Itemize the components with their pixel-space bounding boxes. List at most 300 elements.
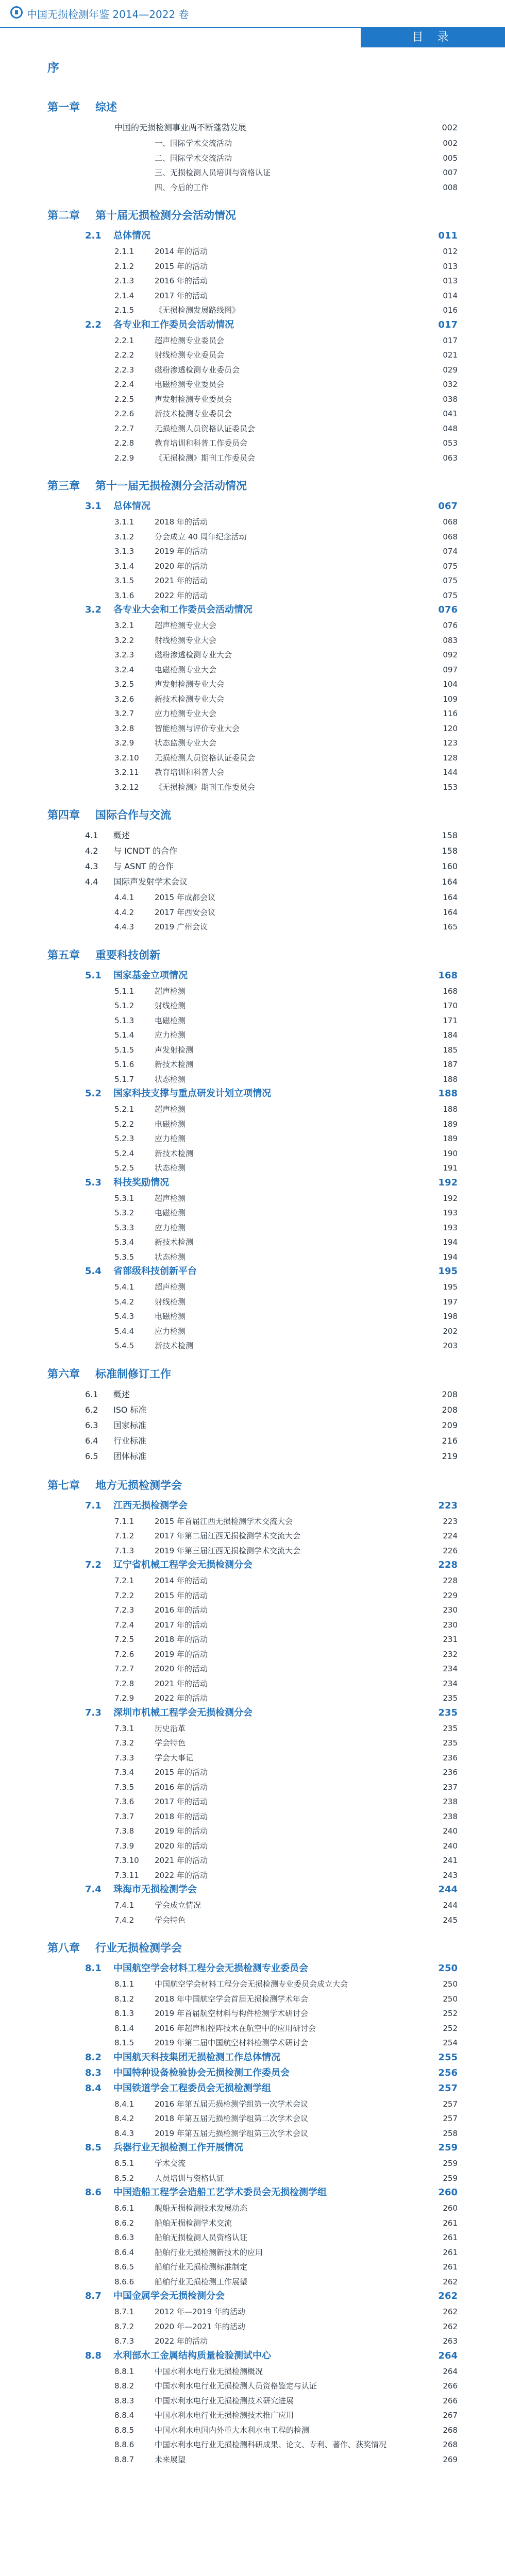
toc-subentry[interactable]	[0, 1545, 505, 1557]
chapter-heading[interactable]	[0, 209, 505, 222]
page-number: 158	[442, 846, 458, 856]
toc-entry[interactable]	[0, 1388, 505, 1401]
page-number: 266	[443, 2396, 458, 2405]
section-number: 5.2	[85, 1088, 102, 1099]
toc-subentry[interactable]	[0, 2112, 505, 2125]
subsection-title: 四、今后的工作	[155, 182, 209, 192]
section-number: 7.4	[85, 1884, 102, 1895]
chapter-title: 国际合作与交流	[95, 809, 171, 821]
page-number: 170	[443, 1001, 458, 1010]
toc-subentry[interactable]	[0, 649, 505, 661]
subsection-number: 5.1.1	[114, 986, 134, 996]
toc-entry[interactable]	[0, 1884, 505, 1896]
toc-subentry[interactable]	[0, 152, 505, 164]
section-title: 各专业和工作委员会活动情况	[113, 319, 234, 330]
subsection-number: 3.2.4	[114, 665, 134, 674]
subsection-title: 学术交流	[155, 2159, 186, 2168]
subsection-title: 新技术检测	[155, 1238, 194, 1247]
toc-entry[interactable]	[0, 2350, 505, 2362]
subsection-number: 7.4.2	[114, 1915, 134, 1925]
toc-subentry[interactable]	[0, 2365, 505, 2378]
toc-subentry[interactable]	[0, 334, 505, 347]
toc-subentry[interactable]	[0, 2022, 505, 2035]
toc-entry[interactable]	[0, 1500, 505, 1512]
toc-subentry[interactable]	[0, 349, 505, 361]
subsection-number: 8.6.1	[114, 2204, 134, 2213]
page-number: 194	[443, 1238, 458, 1247]
toc-subentry[interactable]	[0, 752, 505, 764]
toc-subentry[interactable]	[0, 166, 505, 179]
subsection-title: 2019 年第二届中国航空材料检测学术研讨会	[155, 2038, 308, 2047]
toc-subentry[interactable]	[0, 2438, 505, 2451]
page-number: 254	[443, 2038, 458, 2047]
chapter-heading[interactable]	[0, 480, 505, 492]
toc-subentry[interactable]	[0, 1781, 505, 1793]
toc-subentry[interactable]	[0, 422, 505, 435]
toc-subentry[interactable]	[0, 1692, 505, 1704]
page-number: 252	[443, 2023, 458, 2033]
toc-label: 目 录	[361, 28, 505, 47]
subsection-title: 2022 年的活动	[155, 2336, 208, 2346]
chapter-title: 标准制修订工作	[95, 1367, 171, 1380]
section-number: 6.3	[85, 1420, 98, 1430]
toc-subentry[interactable]	[0, 1162, 505, 1174]
toc-subentry[interactable]	[0, 1648, 505, 1660]
subsection-title: 射线检测	[155, 1001, 186, 1010]
subsection-number: 4.4.2	[114, 907, 134, 917]
chapter-heading[interactable]	[0, 1368, 505, 1380]
subsection-number: 2.2.2	[114, 350, 134, 360]
toc-entry[interactable]	[0, 1265, 505, 1278]
toc-subentry[interactable]	[0, 560, 505, 572]
page-number: 231	[443, 1635, 458, 1644]
toc-subentry[interactable]	[0, 1236, 505, 1248]
subsection-number: 3.1.3	[114, 547, 134, 556]
subsection-number: 5.2.1	[114, 1105, 134, 1114]
toc-subentry[interactable]	[0, 1207, 505, 1219]
toc-entry[interactable]	[0, 1962, 505, 1975]
toc-subentry[interactable]	[0, 2231, 505, 2244]
page-number: 238	[443, 1811, 458, 1821]
toc-subentry[interactable]	[0, 1869, 505, 1882]
toc-subentry[interactable]	[0, 181, 505, 194]
toc-subentry[interactable]	[0, 1296, 505, 1308]
toc-subentry[interactable]	[0, 766, 505, 778]
toc-subentry[interactable]	[0, 1619, 505, 1631]
subsection-title: 2016 年的活动	[155, 1605, 208, 1615]
toc-subentry[interactable]	[0, 1325, 505, 1337]
toc-subentry[interactable]	[0, 2335, 505, 2347]
subsection-number: 5.1.7	[114, 1074, 134, 1084]
toc-subentry[interactable]	[0, 1574, 505, 1587]
page-number: 012	[443, 247, 458, 256]
toc-subentry[interactable]	[0, 2007, 505, 2020]
subsection-title: 中国水利水电行业无损检测技术研究进展	[155, 2396, 294, 2405]
subsection-number: 5.4.1	[114, 1282, 134, 1292]
page-number: 092	[443, 650, 458, 659]
section-number: 8.3	[85, 2067, 102, 2078]
subsection-title: 2014 年的活动	[155, 1576, 208, 1585]
subsection-title: 2019 年的活动	[155, 547, 208, 556]
page-number: 261	[443, 2218, 458, 2228]
subsection-number: 4.4.1	[114, 893, 134, 902]
subsection-title: 2019 年第三届江西无损检测学术交流大会	[155, 1546, 300, 1555]
toc-entry[interactable]	[0, 876, 505, 888]
toc-entry[interactable]	[0, 2187, 505, 2199]
toc-entry[interactable]	[0, 1435, 505, 1447]
toc-subentry[interactable]	[0, 1029, 505, 1041]
toc-subentry[interactable]	[0, 1147, 505, 1160]
toc-subentry[interactable]	[0, 906, 505, 919]
toc-subentry[interactable]	[0, 2395, 505, 2407]
toc-subentry[interactable]	[0, 2217, 505, 2229]
section-title: 概述	[113, 1389, 130, 1399]
toc-subentry[interactable]	[0, 393, 505, 405]
toc-subentry[interactable]	[0, 545, 505, 557]
toc-entry[interactable]	[0, 845, 505, 857]
toc-subentry[interactable]	[0, 693, 505, 705]
toc-subentry[interactable]	[0, 260, 505, 273]
toc-subentry[interactable]	[0, 1722, 505, 1735]
toc-subentry[interactable]	[0, 1251, 505, 1263]
toc-subentry[interactable]	[0, 1633, 505, 1646]
toc-subentry[interactable]	[0, 2037, 505, 2049]
toc-subentry[interactable]	[0, 1840, 505, 1852]
toc-subentry[interactable]	[0, 1132, 505, 1145]
subsection-number: 3.2.6	[114, 694, 134, 704]
subsection-number: 5.3.5	[114, 1252, 134, 1262]
toc-subentry[interactable]	[0, 1515, 505, 1528]
toc-subentry[interactable]	[0, 999, 505, 1012]
page-number: 076	[443, 621, 458, 630]
toc-subentry[interactable]	[0, 2157, 505, 2170]
toc-entry[interactable]	[0, 1419, 505, 1432]
toc-subentry[interactable]	[0, 737, 505, 749]
toc-subentry[interactable]	[0, 2172, 505, 2184]
section-number: 8.1	[85, 1963, 102, 1974]
subsection-title: 2021 年的活动	[155, 576, 208, 585]
subsection-number: 7.2.3	[114, 1605, 134, 1615]
toc-subentry[interactable]	[0, 1766, 505, 1778]
toc-subentry[interactable]	[0, 1014, 505, 1027]
toc-entry[interactable]	[0, 2052, 505, 2064]
page-number: 097	[443, 665, 458, 674]
toc-subentry[interactable]	[0, 781, 505, 793]
subsection-number: 2.2.4	[114, 380, 134, 389]
subsection-title: 应力检测	[155, 1030, 186, 1040]
toc-subentry[interactable]	[0, 2306, 505, 2318]
subsection-number: 7.1.1	[114, 1516, 134, 1526]
toc-subentry[interactable]	[0, 1589, 505, 1602]
subsection-title: 《无损检测发展路线图》	[155, 306, 240, 315]
page-number: 250	[438, 1963, 458, 1974]
toc-subentry[interactable]	[0, 1310, 505, 1323]
chapter-title: 重要科技创新	[95, 948, 160, 961]
page-number: 021	[443, 350, 458, 360]
toc-subentry[interactable]	[0, 921, 505, 933]
subsection-number: 7.2.7	[114, 1664, 134, 1673]
subsection-title: 教育培训和科普大会	[155, 768, 225, 777]
toc-subentry[interactable]	[0, 985, 505, 997]
toc-subentry[interactable]	[0, 722, 505, 735]
subsection-title: 磁粉渗透检测专业大会	[155, 650, 232, 659]
preface-heading[interactable]	[0, 62, 505, 74]
toc-subentry[interactable]	[0, 1044, 505, 1056]
toc-subentry[interactable]	[0, 2380, 505, 2392]
toc-subentry[interactable]	[0, 1058, 505, 1071]
toc-subentry[interactable]	[0, 1192, 505, 1205]
subsection-number: 7.3.9	[114, 1841, 134, 1851]
page-number: 192	[443, 1193, 458, 1203]
toc-entry[interactable]	[0, 1088, 505, 1100]
toc-subentry[interactable]	[0, 1752, 505, 1764]
subsection-title: 2017 年西安会议	[155, 907, 215, 917]
subsection-number: 7.1.3	[114, 1546, 134, 1555]
toc-subentry[interactable]	[0, 1118, 505, 1130]
subsection-title: 超声检测	[155, 1193, 186, 1203]
chapter-heading[interactable]	[0, 1942, 505, 1954]
page-number: 032	[443, 380, 458, 389]
subsection-number: 3.2.3	[114, 650, 134, 659]
subsection-number: 5.3.2	[114, 1208, 134, 1217]
toc-subentry[interactable]	[0, 664, 505, 676]
chapter-heading[interactable]	[0, 1479, 505, 1492]
page-number: 128	[443, 753, 458, 762]
toc-entry[interactable]	[0, 1559, 505, 1571]
chapter-number: 第四章	[47, 809, 80, 821]
toc-subentry[interactable]	[0, 1604, 505, 1616]
toc-subentry[interactable]	[0, 574, 505, 587]
page-number: 232	[443, 1649, 458, 1659]
toc-subentry[interactable]	[0, 1978, 505, 1990]
page-number: 007	[443, 168, 458, 177]
subsection-number: 8.8.3	[114, 2396, 134, 2405]
toc-subentry[interactable]	[0, 1530, 505, 1542]
page-number: 017	[438, 319, 458, 330]
toc-entry[interactable]	[0, 319, 505, 331]
subsection-title: 新技术检测专业大会	[155, 694, 225, 704]
page-number: 153	[443, 782, 458, 792]
subsection-title: 超声检测专业大会	[155, 621, 217, 630]
toc-subentry[interactable]	[0, 1340, 505, 1352]
toc-subentry[interactable]	[0, 137, 505, 149]
toc-subentry[interactable]	[0, 304, 505, 316]
toc-subentry[interactable]	[0, 531, 505, 543]
toc-subentry[interactable]	[0, 2424, 505, 2436]
toc-subentry[interactable]	[0, 364, 505, 376]
section-number: 7.1	[85, 1500, 102, 1511]
subsection-title: 《无损检测》期刊工作委员会	[155, 453, 256, 463]
subsection-number: 8.8.2	[114, 2381, 134, 2391]
toc-subentry[interactable]	[0, 589, 505, 602]
subsection-title: 一、国际学术交流活动	[155, 139, 232, 148]
subsection-title: 2017 年的活动	[155, 1620, 208, 1630]
page-number: 258	[443, 2128, 458, 2138]
chapter-title: 综述	[95, 101, 117, 113]
section-number: 6.5	[85, 1451, 98, 1461]
subsection-title: 2015 年首届江西无损检测学术交流大会	[155, 1516, 293, 1526]
toc-subentry[interactable]	[0, 437, 505, 449]
toc-entry[interactable]	[0, 2067, 505, 2079]
toc-subentry[interactable]	[0, 1073, 505, 1086]
subsection-title: 2018 年的活动	[155, 517, 208, 527]
subsection-number: 8.5.2	[114, 2173, 134, 2183]
toc-subentry[interactable]	[0, 1825, 505, 1837]
section-number: 4.4	[85, 877, 98, 887]
section-number: 2.2	[85, 319, 102, 330]
subsection-number: 8.1.3	[114, 2009, 134, 2018]
section-title: 江西无损检测学会	[113, 1500, 188, 1511]
toc-subentry[interactable]	[0, 1103, 505, 1115]
toc-subentry[interactable]	[0, 1993, 505, 2005]
toc-subentry[interactable]	[0, 2246, 505, 2259]
page-number: 250	[443, 1994, 458, 2004]
toc-subentry[interactable]	[0, 452, 505, 464]
page-number: 074	[443, 547, 458, 556]
toc-subentry[interactable]	[0, 1677, 505, 1690]
page-number: 267	[443, 2411, 458, 2420]
subsection-number: 8.1.2	[114, 1994, 134, 2004]
section-number: 5.3	[85, 1177, 102, 1188]
toc-subentry[interactable]	[0, 2453, 505, 2466]
toc-subentry[interactable]	[0, 2409, 505, 2421]
toc-subentry[interactable]	[0, 1899, 505, 1911]
subsection-number: 8.4.1	[114, 2099, 134, 2109]
page-number: 013	[443, 276, 458, 285]
toc-subentry[interactable]	[0, 891, 505, 904]
section-title: 与 ICNDT 的合作	[113, 846, 178, 856]
toc-entry[interactable]	[0, 829, 505, 842]
section-title: 中国金属学会无损检测分会	[113, 2291, 225, 2301]
subsection-title: 2017 年的活动	[155, 1797, 208, 1806]
page-number: 192	[438, 1177, 458, 1188]
subsection-number: 2.2.8	[114, 438, 134, 448]
toc-subentry[interactable]	[0, 378, 505, 391]
toc-entry[interactable]	[0, 1707, 505, 1719]
toc-entry[interactable]	[0, 230, 505, 242]
section-number: 7.2	[85, 1560, 102, 1570]
subsection-number: 2.1.4	[114, 291, 134, 300]
subsection-number: 8.6.2	[114, 2218, 134, 2228]
toc-subentry[interactable]	[0, 634, 505, 647]
subsection-title: 应力检测	[155, 1326, 186, 1336]
subsection-title: 2017 年第二届江西无损检测学术交流大会	[155, 1531, 300, 1540]
subsection-title: 2019 年的活动	[155, 1826, 208, 1836]
toc-subentry[interactable]	[0, 2276, 505, 2288]
section-number: 4.1	[85, 831, 98, 840]
subsection-number: 2.1.2	[114, 261, 134, 271]
page-number: 164	[442, 877, 458, 887]
toc-subentry[interactable]	[0, 2127, 505, 2140]
toc-subentry[interactable]	[0, 619, 505, 632]
toc-entry[interactable]	[0, 1177, 505, 1189]
toc-subentry[interactable]	[0, 2202, 505, 2214]
toc-entry[interactable]	[0, 970, 505, 982]
toc-subentry[interactable]	[0, 1795, 505, 1808]
page-number: 188	[443, 1074, 458, 1084]
toc-subentry[interactable]	[0, 2098, 505, 2110]
toc-entry[interactable]	[0, 2082, 505, 2095]
chapter-heading[interactable]	[0, 949, 505, 961]
page-number: 257	[443, 2114, 458, 2123]
chapter-heading[interactable]	[0, 809, 505, 821]
subsection-number: 7.3.5	[114, 1782, 134, 1792]
subsection-title: 状态监测专业大会	[155, 738, 217, 748]
subsection-title: 新技术检测	[155, 1148, 194, 1158]
page-number: 223	[443, 1516, 458, 1526]
page-number: 240	[443, 1826, 458, 1836]
toc-subentry[interactable]	[0, 678, 505, 690]
page-number: 268	[443, 2425, 458, 2435]
page-number: 191	[443, 1163, 458, 1173]
page-number: 257	[443, 2099, 458, 2109]
subsection-title: 电磁检测	[155, 1312, 186, 1321]
toc-subentry[interactable]	[0, 1222, 505, 1234]
section-number: 5.1	[85, 970, 102, 981]
subsection-number: 3.2.11	[114, 768, 139, 777]
section-title: 科技奖励情况	[113, 1177, 169, 1188]
subsection-number: 3.1.5	[114, 576, 134, 585]
subsection-title: 2014 年的活动	[155, 247, 208, 256]
toc-subentry[interactable]	[0, 707, 505, 720]
subsection-number: 5.2.2	[114, 1119, 134, 1129]
chapter-number: 第六章	[47, 1367, 80, 1380]
page-number: 197	[443, 1297, 458, 1307]
subsection-number: 2.2.5	[114, 394, 134, 404]
page-number: 261	[443, 2262, 458, 2272]
toc-entry[interactable]	[0, 604, 505, 616]
toc-subentry[interactable]	[0, 275, 505, 287]
chapter-heading[interactable]	[0, 101, 505, 113]
subsection-title: 2016 年的活动	[155, 1782, 208, 1792]
toc-subentry[interactable]	[0, 1281, 505, 1293]
toc-subentry[interactable]	[0, 408, 505, 420]
subsection-title: 应力检测	[155, 1223, 186, 1232]
toc-subentry[interactable]	[0, 245, 505, 258]
page-number: 116	[443, 709, 458, 718]
toc-subentry[interactable]	[0, 2261, 505, 2273]
subsection-number: 8.6.6	[114, 2277, 134, 2286]
toc-subentry[interactable]	[0, 1914, 505, 1926]
toc-entry[interactable]	[0, 1404, 505, 1416]
toc-entry[interactable]	[0, 1450, 505, 1463]
toc-subentry[interactable]	[0, 290, 505, 302]
page-number: 195	[438, 1266, 458, 1277]
toc-entry[interactable]	[0, 500, 505, 513]
toc-subentry[interactable]	[0, 1663, 505, 1675]
toc-subentry[interactable]	[0, 516, 505, 528]
toc-entry[interactable]	[0, 860, 505, 873]
toc-subentry[interactable]	[0, 1737, 505, 1749]
subsection-title: 超声检测	[155, 1282, 186, 1292]
toc-subentry[interactable]	[0, 2320, 505, 2333]
section-number: 8.8	[85, 2350, 102, 2361]
subsection-title: 电磁检测	[155, 1208, 186, 1217]
toc-entry[interactable]	[0, 122, 505, 134]
toc-entry[interactable]	[0, 2142, 505, 2154]
toc-entry[interactable]	[0, 2290, 505, 2302]
page-number: 261	[443, 2233, 458, 2242]
subsection-title: 《无损检测》期刊工作委员会	[155, 782, 256, 792]
page-number: 238	[443, 1797, 458, 1806]
page-number: 229	[443, 1590, 458, 1600]
subsection-title: 船舶行业无损检测新技术的应用	[155, 2247, 263, 2257]
toc-subentry[interactable]	[0, 1810, 505, 1823]
page-number: 269	[443, 2454, 458, 2464]
page-number: 209	[442, 1420, 458, 1430]
toc-subentry[interactable]	[0, 1854, 505, 1867]
page-number: 002	[443, 139, 458, 148]
